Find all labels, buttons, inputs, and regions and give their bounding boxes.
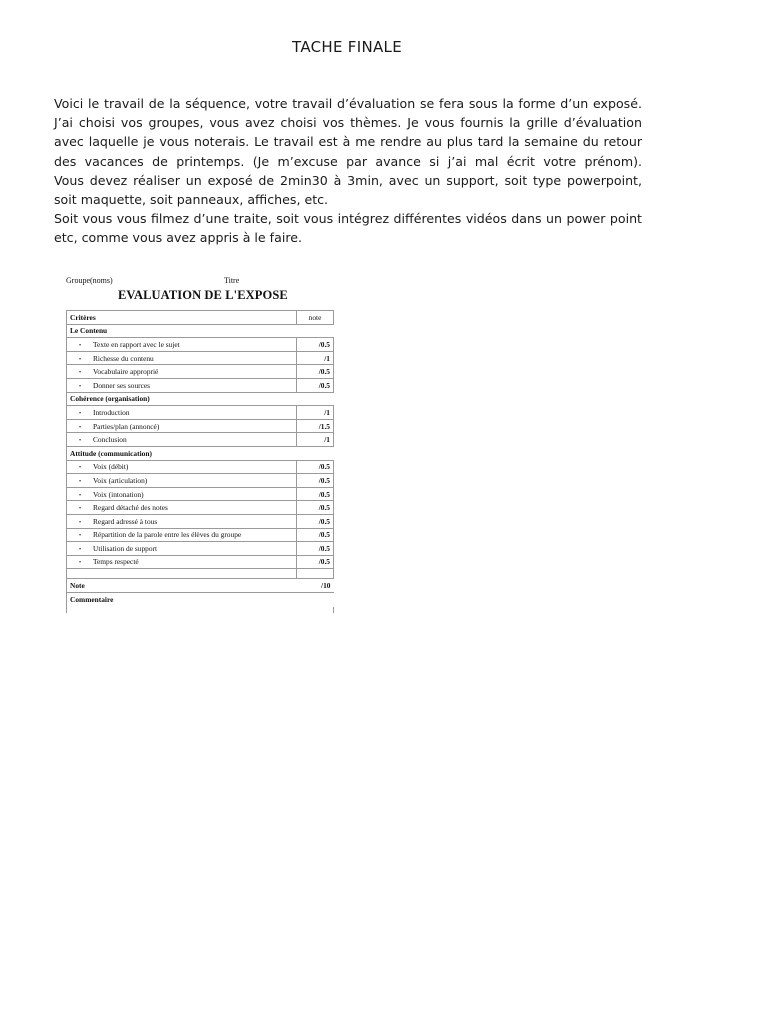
criterion-row	[67, 460, 334, 474]
comment-space	[67, 607, 334, 613]
criterion-note: /0.5	[297, 338, 334, 352]
section-title: Attitude (communication)	[67, 446, 297, 460]
section-row	[67, 392, 334, 406]
criteria-header: Critères	[67, 311, 297, 325]
section-note-cell	[297, 324, 334, 338]
paragraph-requirements: Vous devez réaliser un exposé de 2min30 à 3min, avec un support, soit type powerpoint, soit maquette, soit panneaux, affiches, etc.	[54, 172, 642, 208]
bullet-icon: •	[79, 465, 82, 472]
criterion-cell	[67, 378, 297, 392]
grid-body	[67, 311, 334, 613]
criterion-note: /0.5	[297, 460, 334, 474]
criterion-label: Conclusion	[93, 435, 127, 445]
criterion-row	[67, 433, 334, 447]
criterion-label: Texte en rapport avec le sujet	[93, 339, 180, 349]
criterion-cell	[67, 365, 297, 379]
criterion-note: /0.5	[297, 514, 334, 528]
bullet-icon: •	[79, 519, 82, 526]
section-note-cell	[297, 392, 334, 406]
bullet-icon: •	[79, 546, 82, 553]
spacer-cell	[297, 569, 334, 579]
section-row	[67, 324, 334, 338]
criterion-note: /1.5	[297, 419, 334, 433]
total-label: Note	[67, 579, 297, 593]
note-header: note	[297, 311, 334, 325]
criterion-note: /0.5	[297, 528, 334, 542]
criterion-row	[67, 555, 334, 569]
page-title: TACHE FINALE	[292, 38, 402, 56]
criterion-row	[67, 528, 334, 542]
criterion-label: Introduction	[93, 407, 130, 417]
instructions	[54, 94, 642, 248]
criterion-label: Temps respecté	[93, 557, 139, 567]
criterion-note: /0.5	[297, 487, 334, 501]
bullet-icon: •	[79, 383, 82, 390]
bullet-icon: •	[79, 424, 82, 431]
criterion-cell	[67, 474, 297, 488]
criterion-label: Voix (débit)	[93, 462, 129, 472]
comment-label: Commentaire	[67, 592, 334, 607]
section-row	[67, 446, 334, 460]
bullet-icon: •	[79, 533, 82, 540]
criterion-label: Utilisation de support	[93, 543, 158, 553]
criterion-note: /0.5	[297, 365, 334, 379]
bullet-icon: •	[79, 410, 82, 417]
group-label: Groupe(noms)	[66, 276, 113, 285]
criterion-label: Regard adressé à tous	[93, 516, 158, 526]
paragraph-format: Soit vous vous filmez d’une traite, soit vous intégrez différentes vidéos dans un power point etc, comme vous avez appris à le faire.	[54, 211, 642, 246]
titre-label: Titre	[224, 276, 240, 285]
total-row	[67, 579, 334, 593]
header-row	[67, 311, 334, 325]
criterion-label: Voix (intonation)	[93, 489, 144, 499]
criterion-row	[67, 338, 334, 352]
criterion-cell	[67, 351, 297, 365]
comment-space-row	[67, 607, 334, 613]
criterion-label: Donner ses sources	[93, 380, 151, 390]
criterion-note: /1	[297, 351, 334, 365]
criterion-cell	[67, 487, 297, 501]
criterion-label: Parties/plan (annoncé)	[93, 421, 160, 431]
criterion-cell	[67, 528, 297, 542]
grid-table	[66, 310, 334, 613]
criterion-row	[67, 542, 334, 556]
criterion-note: /0.5	[297, 501, 334, 515]
paragraph-intro: Voici le travail de la séquence, votre travail d’évaluation se fera sous la forme d’un exposé. J’ai choisi vos groupes, vous avez choisi vos thèmes. Je vous fournis la grille d’évaluation avec laquelle je vous noterais. Le travail est à me rendre au plus tard la semaine du retour des vacances de printemps. (Je m’excuse par avance si j’ai mal écrit votre prénom).	[54, 96, 642, 169]
criterion-note: /1	[297, 433, 334, 447]
section-title: Le Contenu	[67, 324, 297, 338]
criterion-cell	[67, 419, 297, 433]
criterion-label: Regard détaché des notes	[93, 503, 168, 513]
spacer-cell	[67, 569, 297, 579]
bullet-icon: •	[79, 560, 82, 567]
section-title: Cohérence (organisation)	[67, 392, 297, 406]
criterion-note: /0.5	[297, 474, 334, 488]
bullet-icon: •	[79, 492, 82, 499]
criterion-label: Vocabulaire approprié	[93, 367, 159, 377]
criterion-cell	[67, 555, 297, 569]
criterion-label: Répartition de la parole entre les élèves du groupe	[93, 530, 242, 540]
criterion-row	[67, 365, 334, 379]
criterion-cell	[67, 514, 297, 528]
bullet-icon: •	[79, 438, 82, 445]
criterion-row	[67, 487, 334, 501]
criterion-note: /1	[297, 406, 334, 420]
criterion-cell	[67, 338, 297, 352]
criterion-note: /0.5	[297, 555, 334, 569]
criterion-row	[67, 406, 334, 420]
criterion-label: Voix (articulation)	[93, 475, 148, 485]
criterion-note: /0.5	[297, 378, 334, 392]
criterion-row	[67, 351, 334, 365]
criterion-cell	[67, 433, 297, 447]
criterion-row	[67, 514, 334, 528]
bullet-icon: •	[79, 370, 82, 377]
evaluation-grid	[66, 276, 336, 621]
criterion-row	[67, 419, 334, 433]
grid-heading: EVALUATION DE L'EXPOSE	[118, 288, 288, 302]
criterion-cell	[67, 501, 297, 515]
comment-row	[67, 592, 334, 607]
bullet-icon: •	[79, 506, 82, 513]
criterion-cell	[67, 406, 297, 420]
criterion-row	[67, 378, 334, 392]
bullet-icon: •	[79, 478, 82, 485]
bullet-icon: •	[79, 342, 82, 349]
spacer-row	[67, 569, 334, 579]
criterion-row	[67, 501, 334, 515]
criterion-note: /0.5	[297, 542, 334, 556]
criterion-cell	[67, 542, 297, 556]
criterion-row	[67, 474, 334, 488]
section-note-cell	[297, 446, 334, 460]
total-value: /10	[297, 579, 334, 593]
criterion-label: Richesse du contenu	[93, 353, 154, 363]
criterion-cell	[67, 460, 297, 474]
bullet-icon: •	[79, 356, 82, 363]
